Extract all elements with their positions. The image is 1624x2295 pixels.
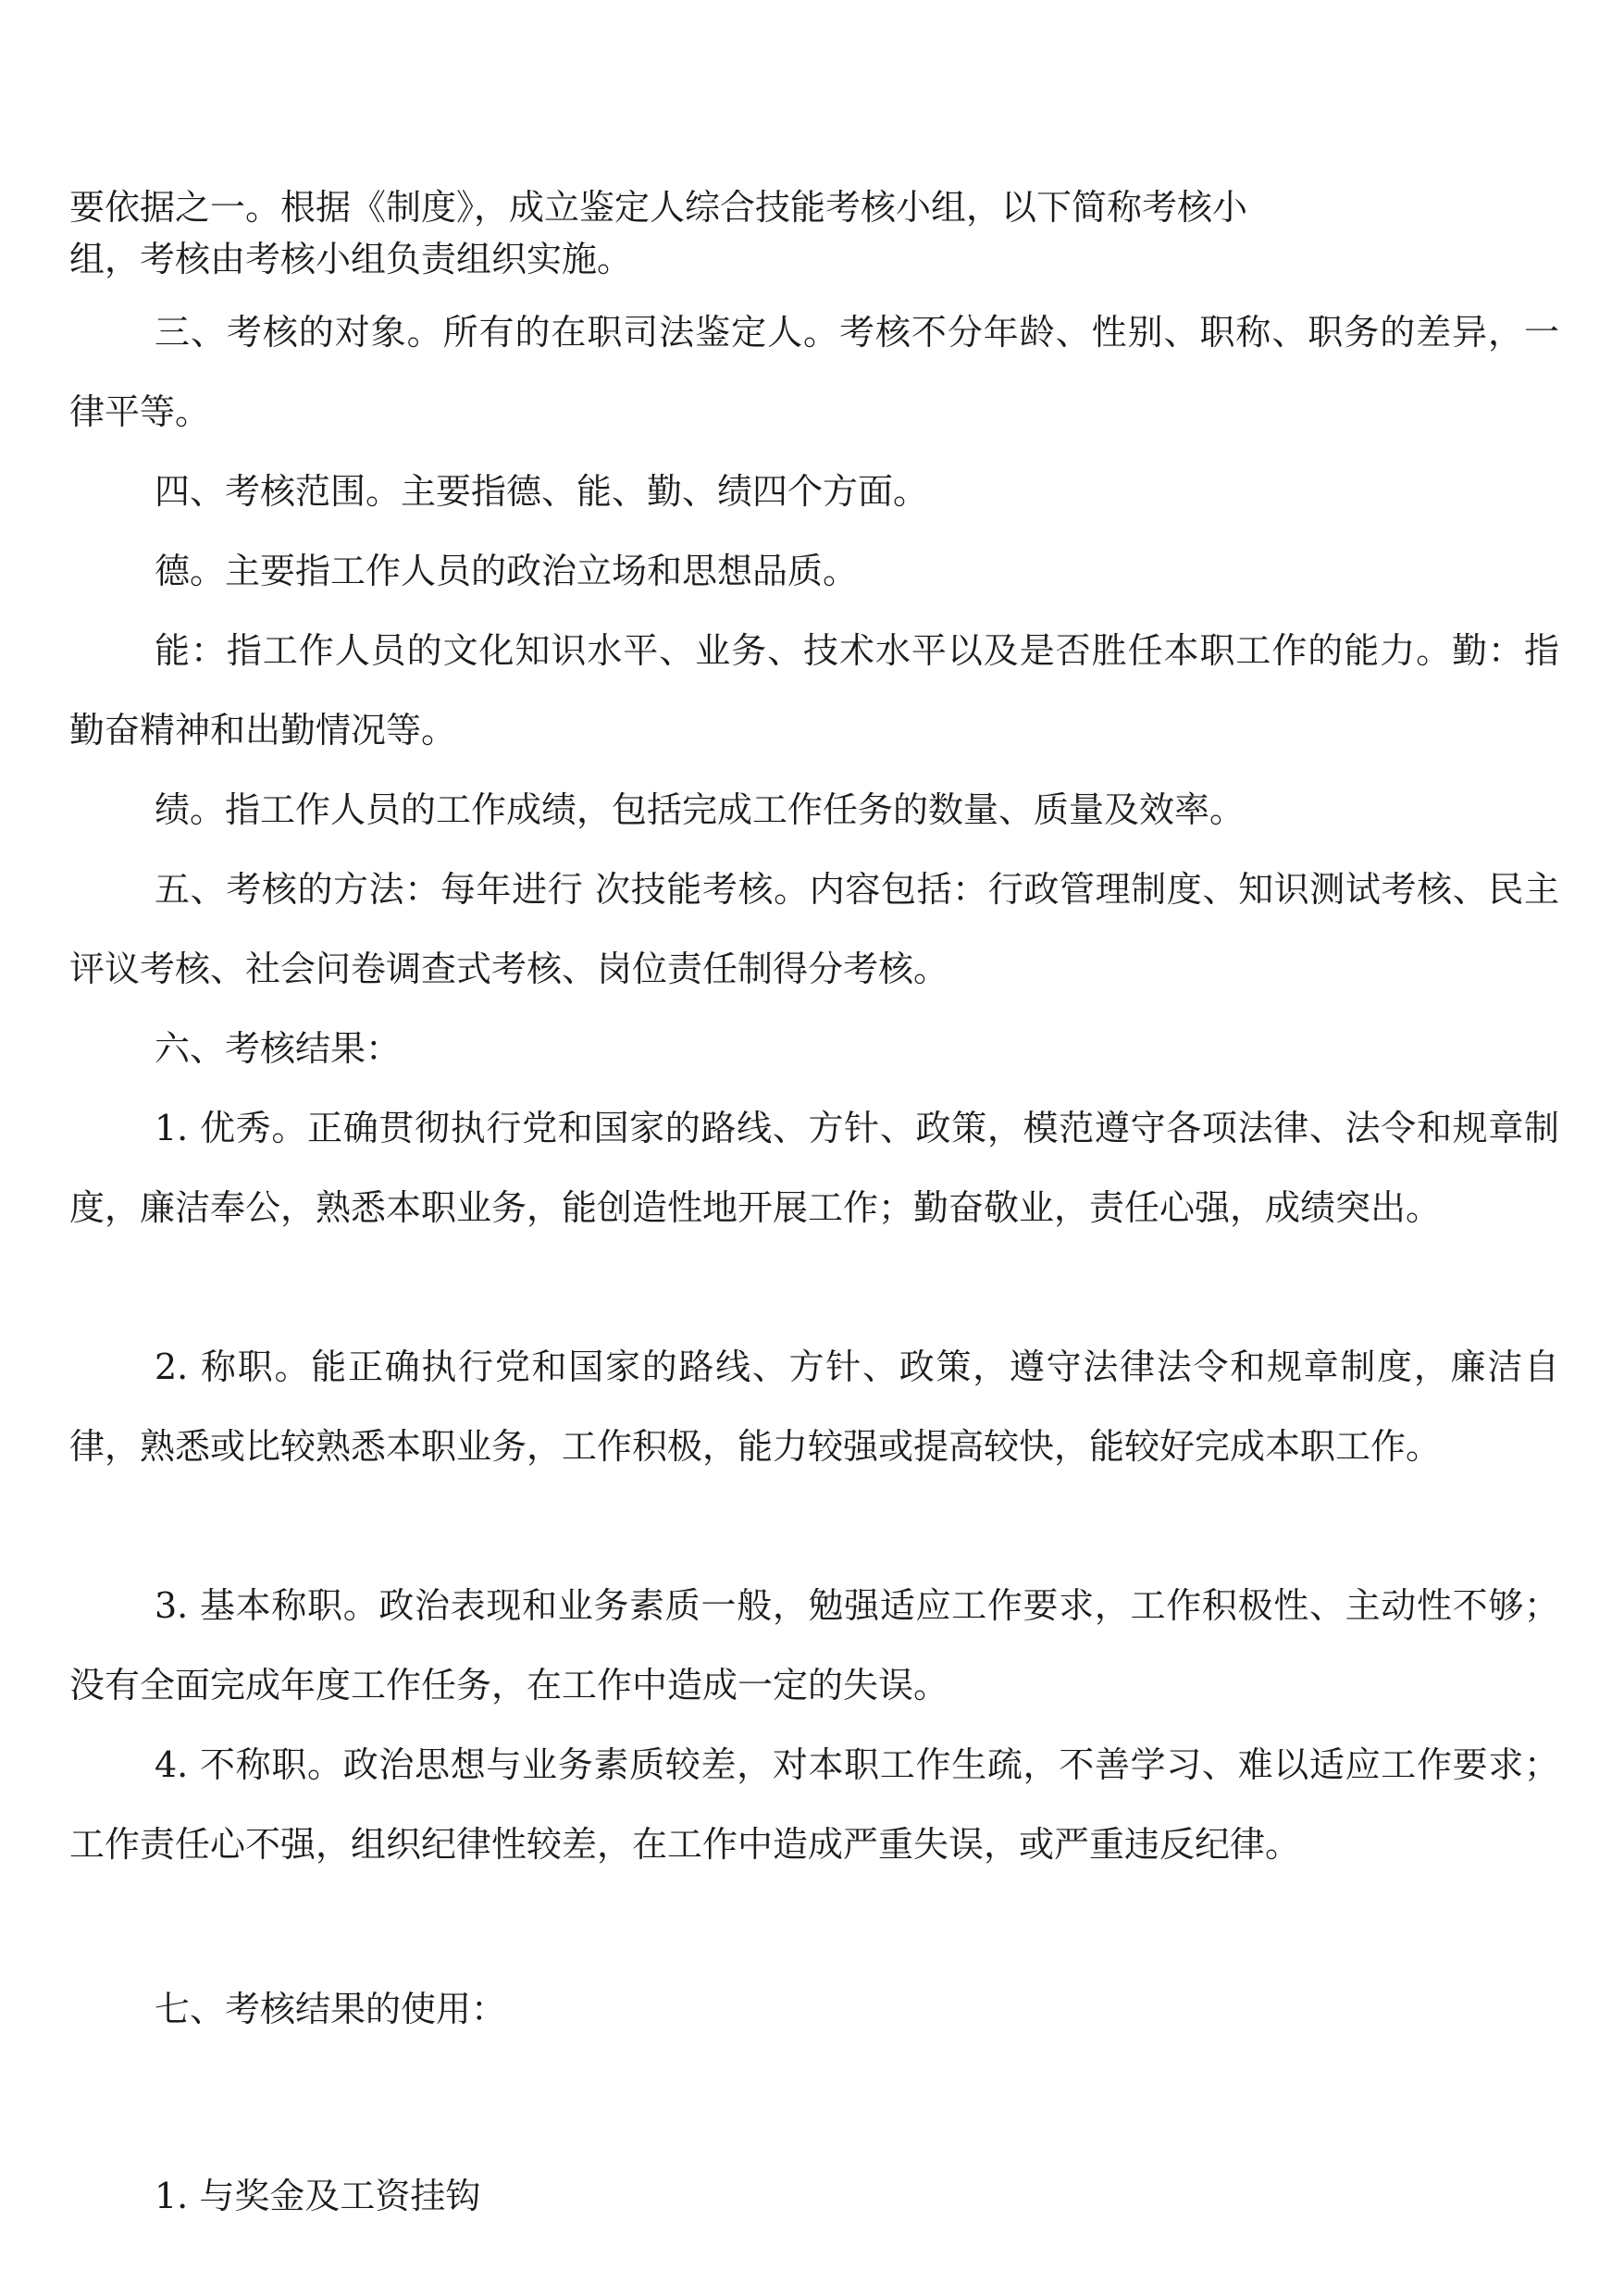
intro-line-1: 要依据之一。根据《制度》，成立鉴定人综合技能考核小组，以下简称考核小 [69,187,1248,228]
result-competent-paragraph: 2. 称职。能正确执行党和国家的路线、方针、政策，遵守法律法令和规章制度，廉洁自律，熟悉或比较熟悉本职业务，工作积极，能力较强或提高较快，能较好完成本职工作。 [69,1346,1559,1467]
usage-item-1: 1. 与奖金及工资挂钩 [155,2176,481,2216]
section-5-paragraph: 五、考核的方法：每年进行 次技能考核。内容包括：行政管理制度、知识测试考核、民主评议考核、社会问卷调查式考核、岗位责任制得分考核。 [69,869,1559,989]
section-4-paragraph: 四、考核范围。主要指德、能、勤、绩四个方面。 [155,471,929,512]
section-7-heading: 七、考核结果的使用： [155,1989,507,2029]
section-6-heading: 六、考核结果： [155,1028,402,1069]
virtue-paragraph: 德。主要指工作人员的政治立场和思想品质。 [155,551,859,591]
result-excellent-paragraph: 1. 优秀。正确贯彻执行党和国家的路线、方针、政策，模范遵守各项法律、法令和规章制度，廉洁奉公，熟悉本职业务，能创造性地开展工作；勤奋敬业，责任心强，成绩突出。 [69,1108,1559,1228]
result-incompetent-paragraph: 4. 不称职。政治思想与业务素质较差，对本职工作生疏，不善学习、难以适应工作要求；工作责任心不强，组织纪律性较差，在工作中造成严重失误，或严重违反纪律。 [69,1744,1559,1865]
ability-paragraph: 能：指工作人员的文化知识水平、业务、技术水平以及是否胜任本职工作的能力。勤：指勤奋精神和出勤情况等。 [69,630,1559,751]
intro-line-2: 组，考核由考核小组负责组织实施。 [69,239,633,279]
result-basic-paragraph: 3. 基本称职。政治表现和业务素质一般，勉强适应工作要求，工作积极性、主动性不够；没有全面完成年度工作任务，在工作中造成一定的失误。 [69,1585,1559,1706]
intro-paragraph [69,181,1559,285]
performance-paragraph: 绩。指工作人员的工作成绩，包括完成工作任务的数量、质量及效率。 [155,789,1246,830]
section-3-paragraph: 三、考核的对象。所有的在职司法鉴定人。考核不分年龄、性别、职称、职务的差异，一律平等。 [69,312,1559,432]
